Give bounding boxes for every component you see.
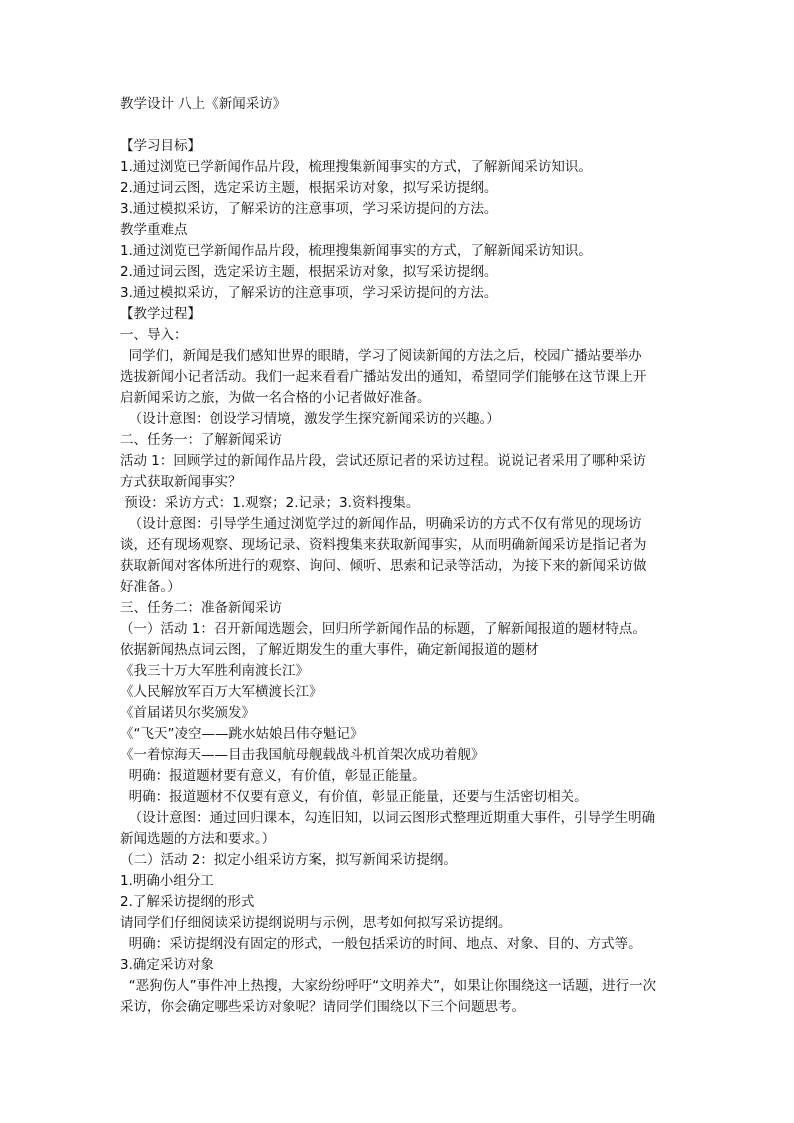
text-line: 1.明确小组分工 (120, 873, 214, 889)
text-line: 请同学们仔细阅读采访提纲说明与示例，思考如何拟写采访提纲。 (120, 915, 512, 931)
text-line: 依据新闻热点词云图，了解近期发生的重大事件，确定新闻报道的题材 (120, 642, 539, 658)
text-line: 3.通过模拟采访，了解采访的注意事项，学习采访提问的方法。 (120, 201, 498, 217)
text-line: 《“飞天”凌空——跳水姑娘吕伟夺魁记》 (120, 726, 364, 742)
text-line: 【教学过程】 (120, 306, 201, 322)
text-line: 2.通过词云图，选定采访主题，根据采访对象，拟写采访提纲。 (120, 264, 498, 280)
text-line: 三、任务二：准备新闻采访 (120, 600, 282, 616)
text-line: 1.通过浏览已学新闻作品片段，梳理搜集新闻事实的方式，了解新闻采访知识。 (120, 159, 592, 175)
text-line: （一）活动 1：召开新闻选题会，回归所学新闻作品的标题，了解新闻报道的题材特点。 (120, 621, 646, 637)
text-line: （设计意图：创设学习情境，激发学生探究新闻采访的兴趣。） (120, 411, 500, 427)
text-line: 1.通过浏览已学新闻作品片段，梳理搜集新闻事实的方式，了解新闻采访知识。 (120, 243, 592, 259)
text-line: 《我三十万大军胜利南渡长江》 (120, 663, 309, 679)
text-line: 启新闻采访之旅，为做一名合格的小记者做好准备。 (120, 390, 431, 406)
text-line: 教学重难点 (120, 222, 188, 238)
text-line: 【学习目标】 (120, 138, 201, 154)
text-line: 《一着惊海天——目击我国航母舰载战斗机首架次成功着舰》 (120, 747, 485, 763)
document-body (120, 136, 734, 1018)
text-line: 明确：报道题材不仅要有意义，有价值，彰显正能量，还要与生活密切相关。 (120, 789, 588, 805)
text-line: 同学们，新闻是我们感知世界的眼睛，学习了阅读新闻的方法之后，校园广播站要举办 (120, 348, 642, 364)
text-line: 2.通过词云图，选定采访主题，根据采访对象，拟写采访提纲。 (120, 180, 498, 196)
text-line: 一、导入： (120, 327, 188, 343)
text-line: 活动 1：回顾学过的新闻作品片段，尝试还原记者的采访过程。说说记者采用了哪种采访 (120, 453, 646, 469)
text-line: 好准备。） (120, 579, 181, 595)
text-line: “恶狗伤人”事件冲上热搜，大家纷纷呼吁“文明养犬”，如果让你围绕这一话题，进行一次 (120, 978, 657, 994)
text-line: 明确：采访提纲没有固定的形式，一般包括采访的时间、地点、对象、目的、方式等。 (120, 936, 642, 952)
text-line: 2.了解采访提纲的形式 (120, 894, 255, 910)
text-line: 谈，还有现场观察、现场记录、资料搜集来获取新闻事实，从而明确新闻采访是指记者为 (120, 537, 647, 553)
text-line: 3.通过模拟采访，了解采访的注意事项，学习采访提问的方法。 (120, 285, 498, 301)
text-line: 《人民解放军百万大军横渡长江》 (120, 684, 323, 700)
text-line: 3.确定采访对象 (120, 957, 214, 973)
text-line: 获取新闻对客体所进行的观察、询问、倾听、思索和记录等活动，为接下来的新闻采访做 (120, 558, 647, 574)
text-line: 采访，你会确定哪些采访对象呢？请同学们围绕以下三个问题思考。 (120, 999, 525, 1015)
text-line: 明确：报道题材要有意义，有价值，彰显正能量。 (120, 768, 426, 784)
text-line: 方式获取新闻事实？ (120, 474, 242, 490)
text-line: 预设：采访方式：1.观察；2.记录；3.资料搜集。 (120, 495, 420, 511)
text-line: （设计意图：引导学生通过浏览学过的新闻作品，明确采访的方式不仅有常见的现场访 (120, 516, 642, 532)
text-line: （二）活动 2：拟定小组采访方案，拟写新闻采访提纲。 (120, 852, 457, 868)
text-line: （设计意图：通过回归课本，勾连旧知，以词云图形式整理近期重大事件，引导学生明确 (120, 810, 656, 826)
document-title: 教学设计 八上《新闻采访》 (120, 96, 287, 112)
text-line: 《首届诺贝尔奖颁发》 (120, 705, 255, 721)
text-line: 新闻选题的方法和要求。） (120, 831, 276, 847)
text-line: 二、任务一：了解新闻采访 (120, 432, 282, 448)
text-line: 选拔新闻小记者活动。我们一起来看看广播站发出的通知，希望同学们能够在这节课上开 (120, 369, 647, 385)
